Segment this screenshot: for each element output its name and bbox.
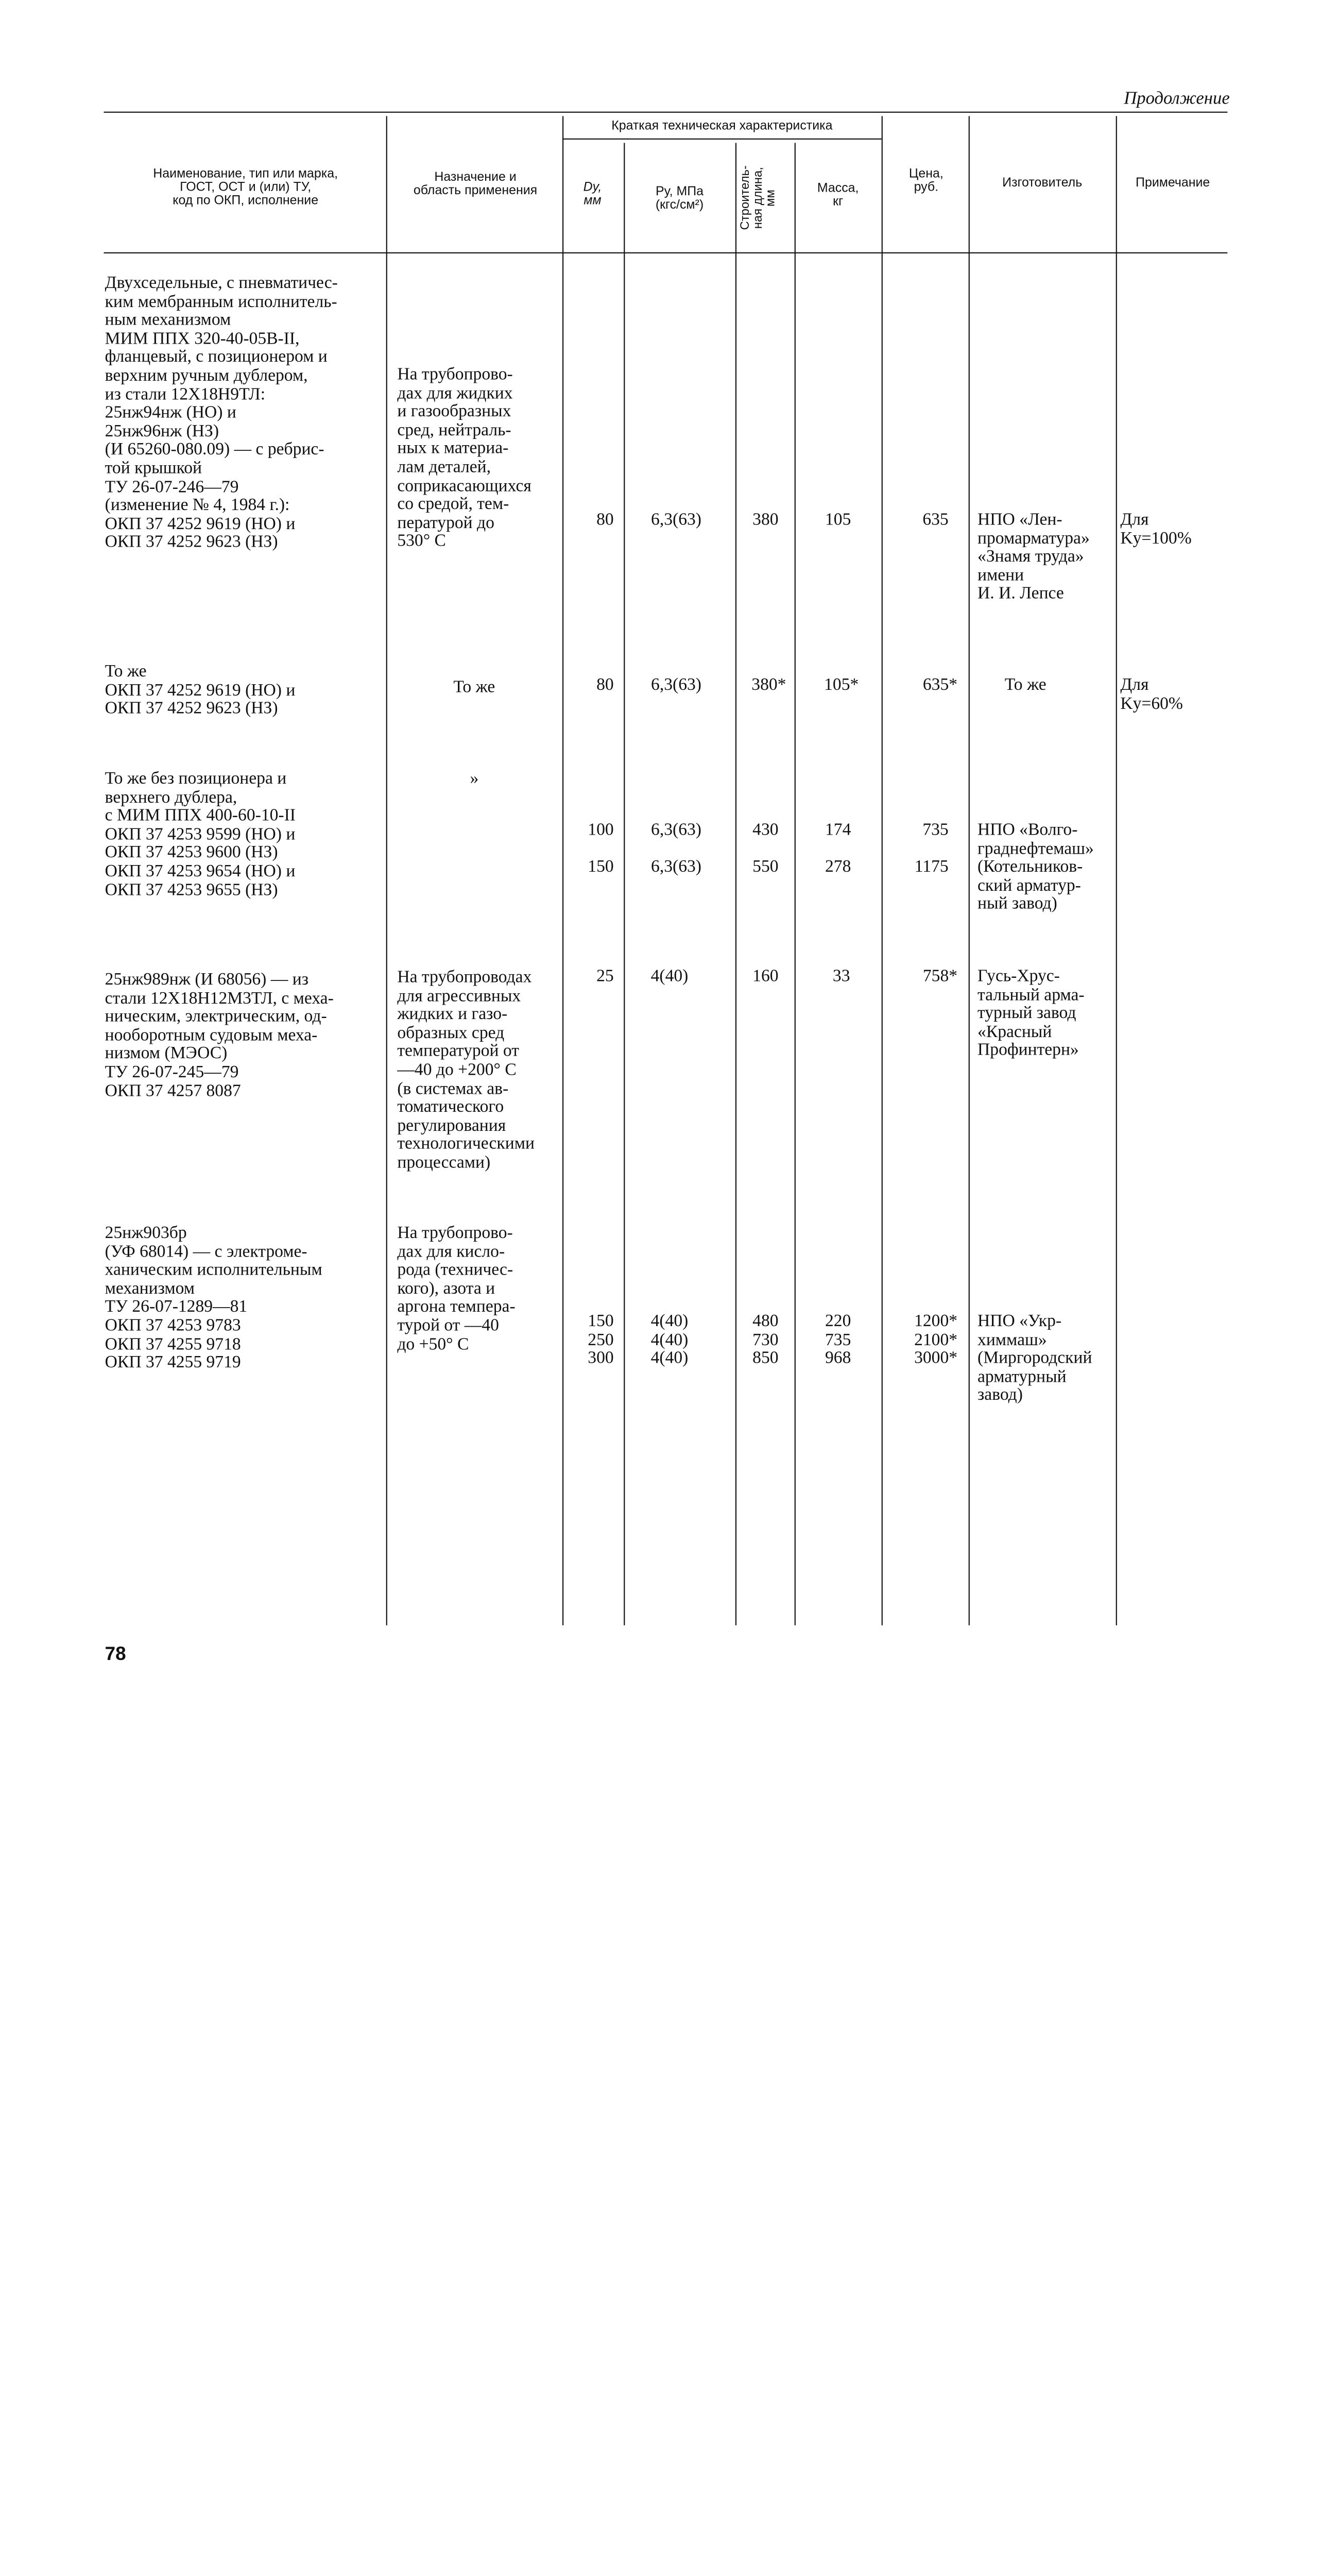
row2-dy: 80 <box>596 675 614 694</box>
row2-note: Для Kу=60% <box>1120 675 1183 713</box>
col-divider-6 <box>882 116 883 1625</box>
col-divider-2 <box>562 116 564 1625</box>
header-length: Строитель- ная длина, мм <box>739 165 778 230</box>
col-divider-7 <box>969 116 970 1625</box>
row1-dy: 80 <box>596 510 614 530</box>
header-py: Pу, МПа (кгс/см²) <box>655 185 704 212</box>
row1-mass: 105 <box>825 510 851 530</box>
table-top-rule <box>104 112 1228 113</box>
row4-mass: 33 <box>832 967 850 986</box>
row3-length: 430 550 <box>752 820 779 877</box>
header-tech-group: Краткая техническая характеристика <box>611 119 833 133</box>
row4-maker: Гусь-Хрус- тальный арма- турный завод «Красный Профинтерн» <box>977 967 1085 1060</box>
tech-group-rule <box>562 139 882 140</box>
row5-py: 4(40) 4(40) 4(40) <box>650 1311 689 1368</box>
row3-maker: НПО «Волго- граднефтемаш» (Котельников- ский арматур- ный завод) <box>977 820 1094 914</box>
header-mass: Масса, кг <box>817 182 859 209</box>
row3-py: 6,3(63) 6,3(63) <box>651 820 701 877</box>
row3-purpose: » <box>470 769 479 788</box>
row1-price: 635 <box>922 510 949 530</box>
row2-py: 6,3(63) <box>651 675 701 694</box>
row4-price: 758* <box>922 967 958 986</box>
row1-length: 380 <box>752 510 779 530</box>
row2-length: 380* <box>751 675 786 694</box>
header-maker: Изготовитель <box>1002 176 1083 190</box>
row2-name: То же ОКП 37 4252 9619 (НО) и ОКП 37 4252 9623 (НЗ) <box>105 662 296 718</box>
row2-mass: 105* <box>824 675 859 694</box>
row1-purpose: На трубопрово- дах для жидких и газообразных сред, нейтраль- ных к материа- лам деталей, соприкасающихся со средой, тем- пературой до 530° С <box>397 365 531 551</box>
row5-maker: НПО «Укр- химмаш» (Миргородский арматурный завод) <box>977 1311 1092 1405</box>
row1-py: 6,3(63) <box>651 510 701 530</box>
header-note: Примечание <box>1136 176 1210 190</box>
row3-name: То же без позиционера и верхнего дублера, с МИМ ППХ 400-60-10-II ОКП 37 4253 9599 (НО) и ОКП 37 4253 9600 (НЗ) ОКП 37 4253 9654 (НО) и ОКП 37 4253 9655 (НЗ) <box>105 769 296 900</box>
row5-length: 480 730 850 <box>752 1311 779 1368</box>
row1-note: Для Kу=100% <box>1120 510 1192 548</box>
row4-dy: 25 <box>596 967 614 986</box>
header-dy: Dу, мм <box>583 181 602 208</box>
row1-name: Двухседельные, с пневматичес- ким мембранным исполнитель- ным механизмом МИМ ППХ 320-40-05В-II, фланцевый, с позиционером и верхним ручным дублером, из стали 12Х18Н9ТЛ: 25нж94нж (НО) и 25нж96нж (НЗ) (И 65260-080.09) — с ребрис- той крышкой ТУ 26-07-246—79 (изменение № 4, 1984 г.): ОКП 37 4252 9619 (НО) и ОКП 37 4252 9623 (НЗ) <box>105 273 338 552</box>
row5-price: 1200* 2100* 3000* <box>914 1311 958 1368</box>
header-name: Наименование, тип или марка, ГОСТ, ОСТ и (или) ТУ, код по ОКП, исполнение <box>153 167 338 208</box>
row3-price: 735 1175 <box>914 820 949 877</box>
row2-maker: То же <box>1004 675 1047 694</box>
row3-mass: 174 278 <box>825 820 851 877</box>
row4-purpose: На трубопроводах для агрессивных жидких и газо- образных сред температурой от —40 до +200° С (в системах ав- томатического регулирования технологическими процессами) <box>397 968 535 1172</box>
row1-maker: НПО «Лен- промарматура» «Знамя труда» имени И. И. Лепсе <box>977 510 1090 603</box>
col-divider-1 <box>386 116 388 1625</box>
row2-purpose: То же <box>453 677 495 697</box>
header-bottom-rule <box>104 252 1228 254</box>
row2-price: 635* <box>922 675 958 694</box>
header-price: Цена, руб. <box>908 167 944 195</box>
row5-dy: 150 250 300 <box>588 1311 614 1368</box>
continuation-label: Продолжение <box>1124 89 1230 109</box>
row5-name: 25нж903бр (УФ 68014) — с электроме- ханическим исполнительным механизмом ТУ 26-07-1289—81 ОКП 37 4253 9783 ОКП 37 4255 9718 ОКП 37 4255 9719 <box>105 1223 322 1372</box>
header-purpose: Назначение и область применения <box>413 171 538 198</box>
row5-purpose: На трубопрово- дах для кисло- рода (техничес- кого), азота и аргона темпера- турой от —40 до +50° С <box>397 1223 516 1354</box>
col-divider-3 <box>624 143 625 1625</box>
row3-dy: 100 150 <box>588 820 614 877</box>
col-divider-5 <box>795 143 796 1625</box>
row4-py: 4(40) <box>650 967 689 986</box>
page-number: 78 <box>105 1643 126 1665</box>
row4-name: 25нж989нж (И 68056) — из стали 12Х18Н12М3ТЛ, с меха- ническим, электрическим, од- нооборотным судовым меха- низмом (МЭОС) ТУ 26-07-245—79 ОКП 37 4257 8087 <box>105 970 334 1100</box>
row5-mass: 220 735 968 <box>825 1311 851 1368</box>
col-divider-4 <box>735 143 737 1625</box>
row4-length: 160 <box>752 967 779 986</box>
